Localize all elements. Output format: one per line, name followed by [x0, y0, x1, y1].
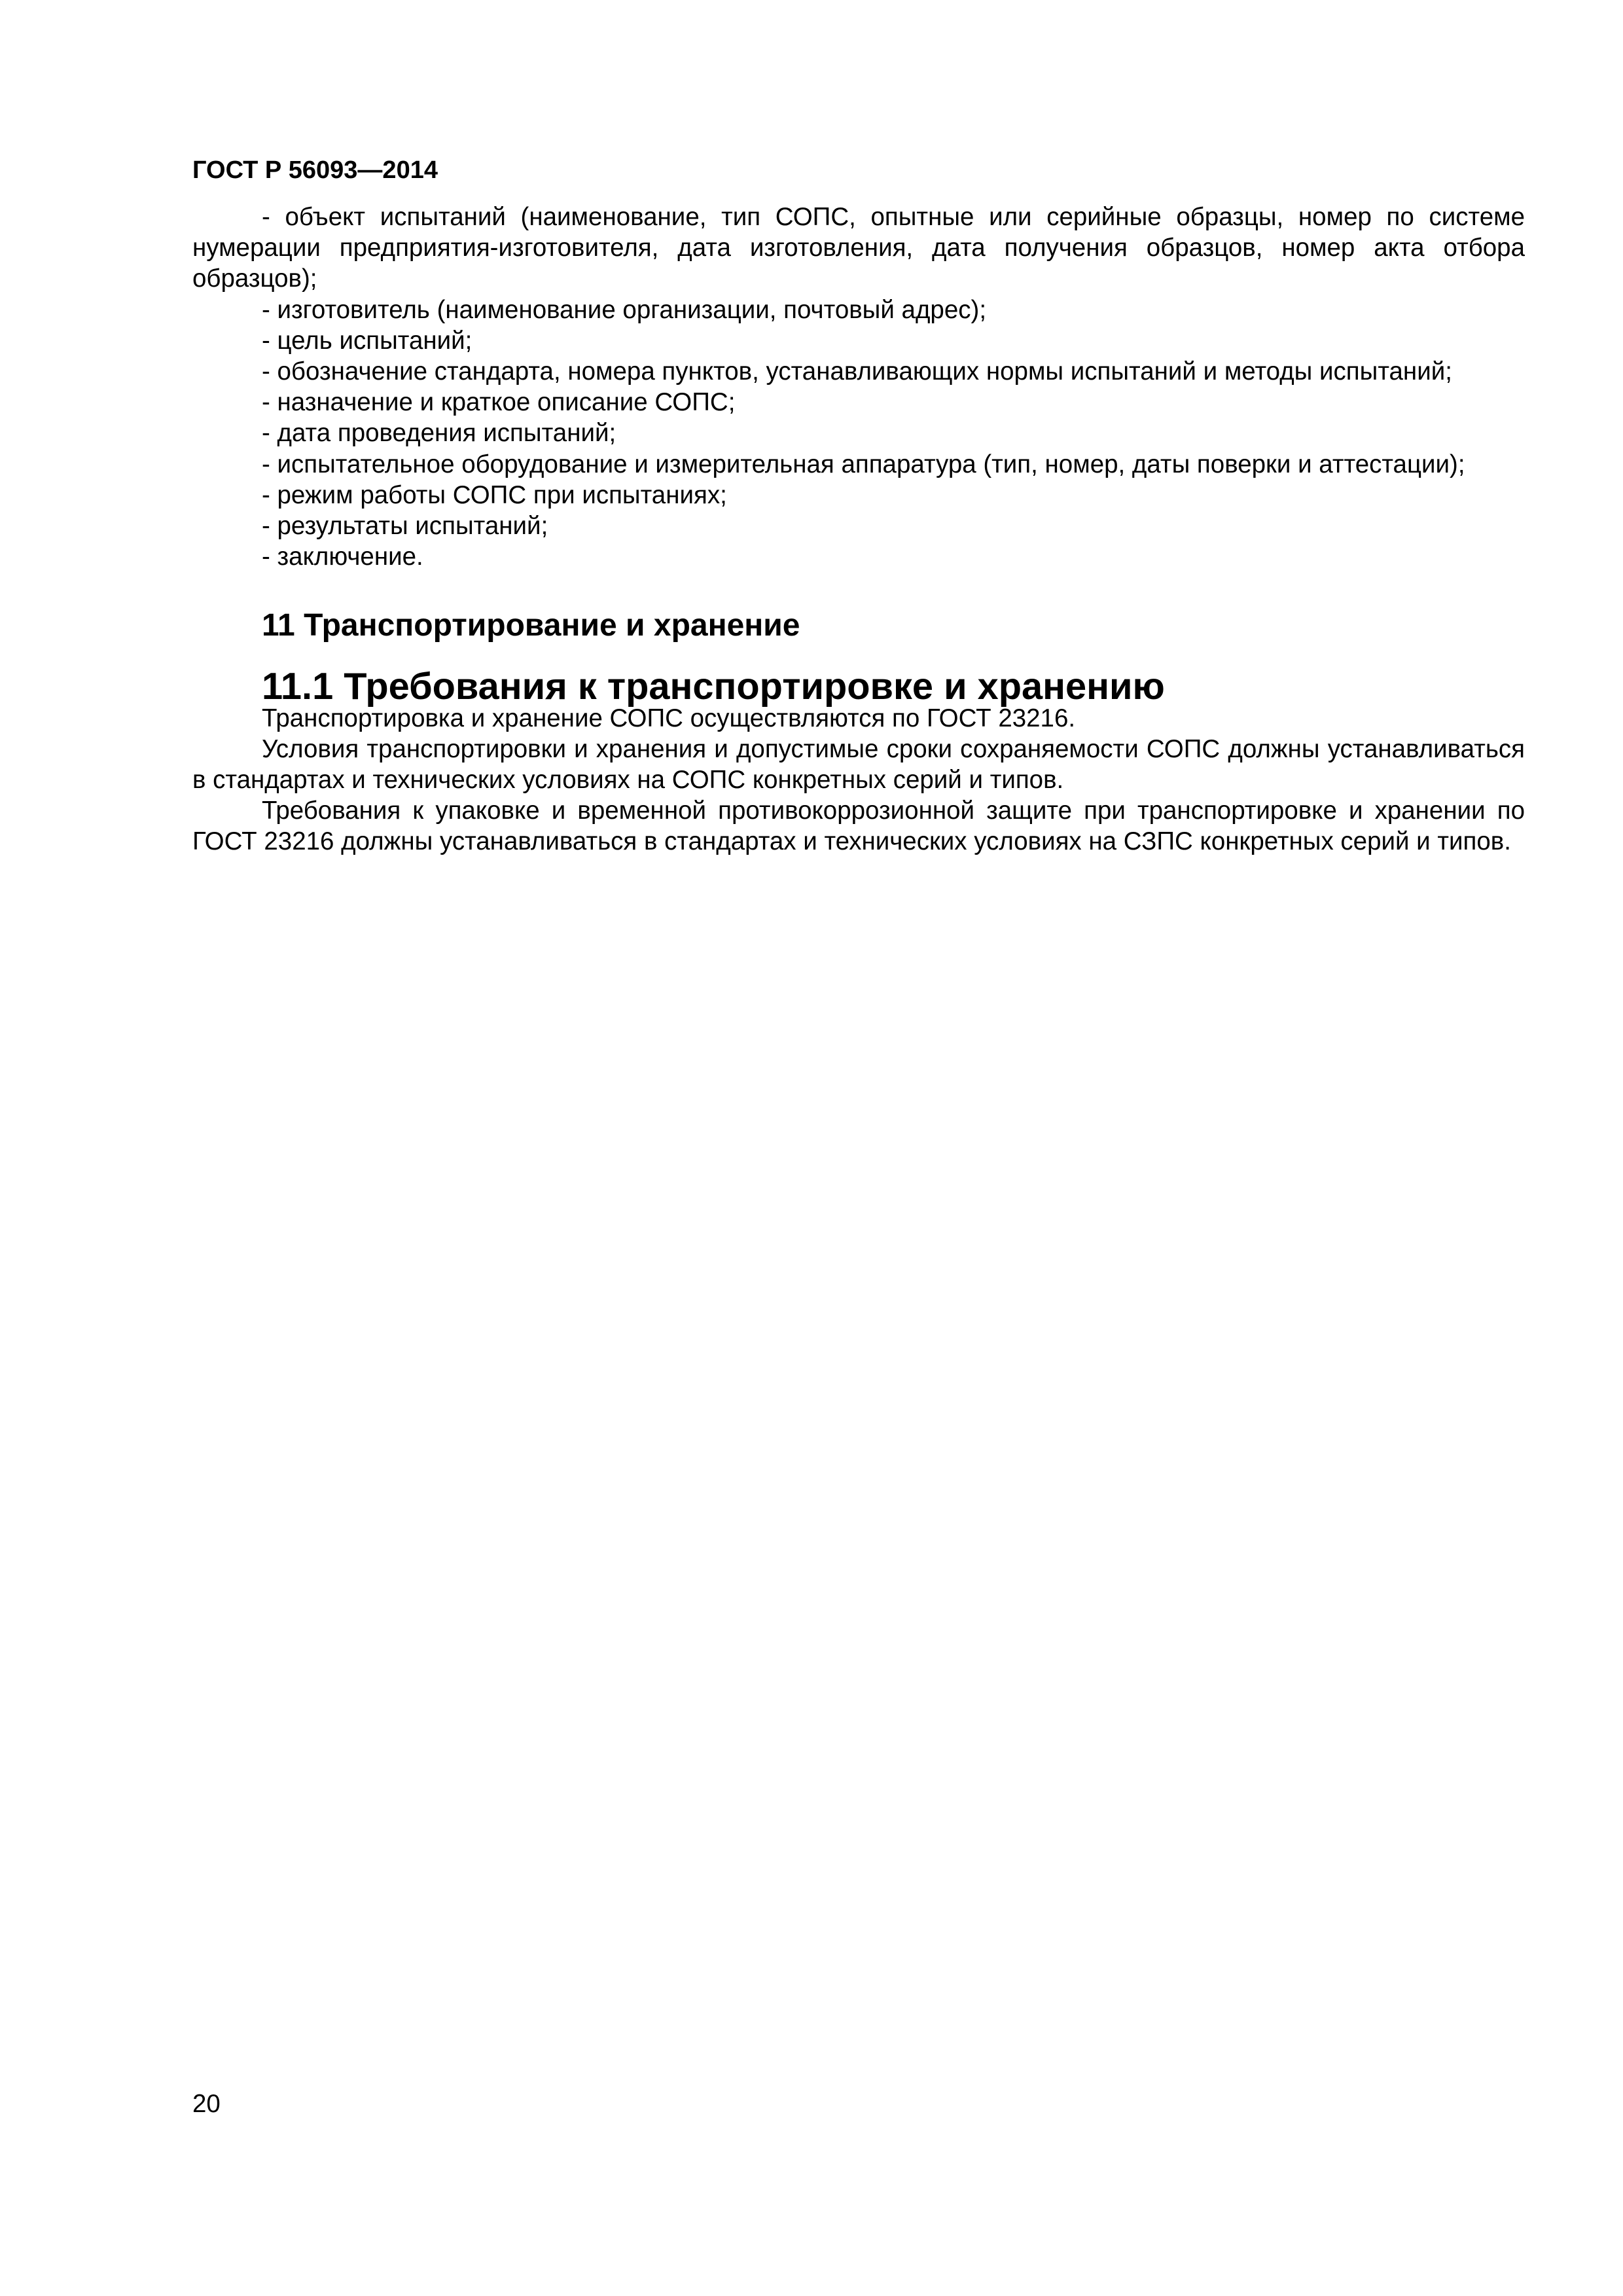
- page-body: [192, 202, 1525, 857]
- section-heading: 11 Транспортирование и хранение: [262, 608, 800, 643]
- list-item: - заключение.: [262, 543, 423, 571]
- subsection-heading: 11.1 Требования к транспортировке и хранению: [262, 666, 1165, 708]
- list-item: - объект испытаний (наименование, тип СОПС, опытные или серийные образцы, номер по системе нумерации предприятия-изготовителя, дата изготовления, дата получения образцов, номер акта отбора образцов);: [192, 203, 1525, 293]
- list-item: - назначение и краткое описание СОПС;: [262, 388, 736, 417]
- body-paragraph: Условия транспортировки и хранения и допустимые сроки сохраняемости СОПС должны устанавливаться в стандартах и технических условиях на СОПС конкретных серий и типов.: [192, 734, 1525, 795]
- list-item: - цель испытаний;: [262, 326, 473, 355]
- list-item: - изготовитель (наименование организации, почтовый адрес);: [262, 295, 987, 324]
- list-item: - режим работы СОПС при испытаниях;: [262, 480, 727, 509]
- list-item: - обозначение стандарта, номера пунктов, устанавливающих нормы испытаний и методы испытаний;: [262, 357, 1452, 386]
- list-item: - результаты испытаний;: [262, 512, 548, 541]
- list-item: - испытательное оборудование и измерительная аппаратура (тип, номер, даты поверки и аттестации);: [262, 450, 1465, 478]
- page-number: 20: [192, 2090, 221, 2118]
- body-paragraph: Транспортировка и хранение СОПС осуществляются по ГОСТ 23216.: [262, 704, 1076, 732]
- list-item: - дата проведения испытаний;: [262, 419, 616, 448]
- body-paragraph: Требования к упаковке и временной противокоррозионной защите при транспортировке и хранении по ГОСТ 23216 должны устанавливаться в стандартах и технических условиях на СЗПС конкретных серий и типов.: [192, 797, 1525, 856]
- document-header-id: ГОСТ Р 56093—2014: [192, 156, 438, 184]
